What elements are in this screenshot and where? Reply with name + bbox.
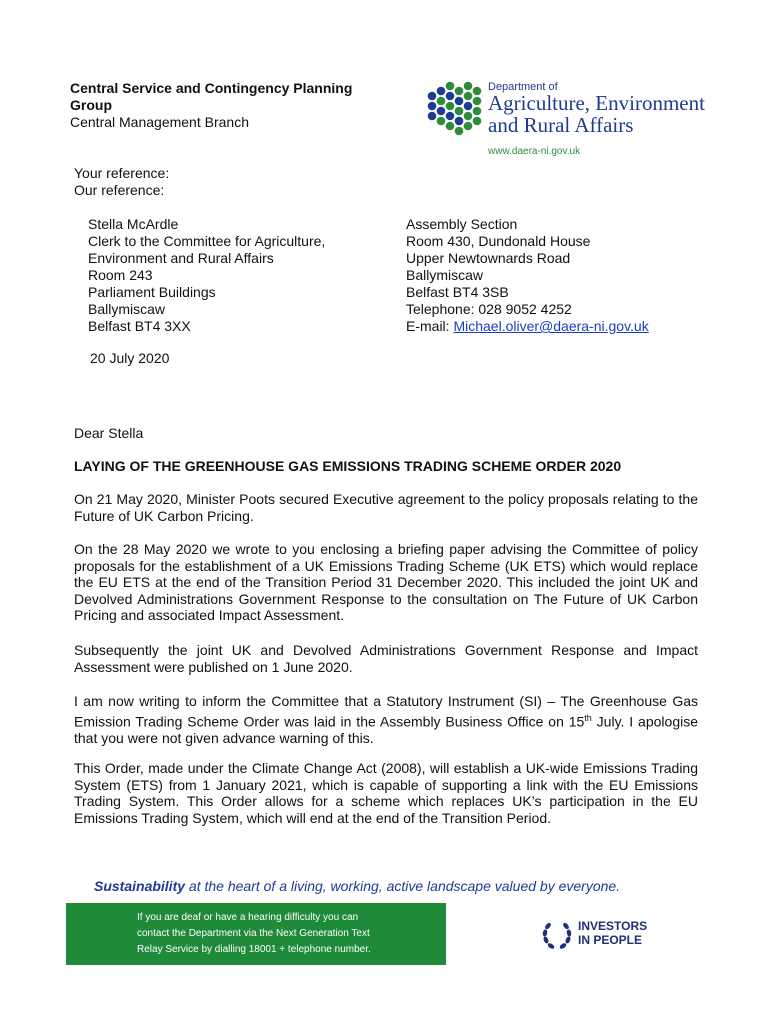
address-line: Belfast BT4 3SB [406,284,509,300]
logo-website: www.daera-ni.gov.uk [488,146,581,157]
references [74,165,169,199]
iip-line2: IN PEOPLE [578,933,643,947]
sustainability-tagline [94,878,620,894]
address-line: Room 243 [88,267,153,283]
relay-text [137,910,371,958]
address-line: Upper Newtownards Road [406,250,571,266]
logo-name-line1: Agriculture, Environment [488,91,705,115]
hexagon-cluster-icon [424,78,486,140]
branch-header [70,80,400,131]
paragraph-text-a: I am now writing to inform the Committee that a Statutory Instrument (SI) – The Greenhouse Gas Emission Trading Scheme Order was laid in the Assembly Business Office on 15 [74,693,698,730]
ordinal-suffix: th [584,712,592,723]
address-line: Assembly Section [406,216,518,232]
body-paragraph-2 [74,541,698,624]
address-line: Stella McArdle [88,216,179,232]
relay-line: contact the Department via the Next Generation Text [137,928,370,939]
body-paragraph-4 [74,693,698,746]
address-line: Ballymiscaw [88,301,166,317]
laurel-wreath-icon [540,918,574,952]
body-paragraph-5 [74,760,698,826]
address-line: Clerk to the Committee for Agriculture, [88,233,326,249]
our-reference: Our reference: [74,182,165,198]
address-line: Belfast BT4 3XX [88,318,191,334]
email-line [406,318,649,335]
branch-name: Central Management Branch [70,114,249,130]
email-link[interactable]: Michael.oliver@daera-ni.gov.uk [453,318,649,334]
body-paragraph-3 [74,642,698,675]
relay-line: Relay Service by dialling 18001 + telephone number. [137,944,371,955]
iip-line1: INVESTORS [578,919,648,933]
tagline-strong: Sustainability [94,878,186,894]
logo-name-line2: and Rural Affairs [488,113,634,137]
tagline-rest: at the heart of a living, working, active landscape valued by everyone. [185,878,621,894]
body-paragraph-1 [74,491,698,524]
email-label: E-mail: [406,318,454,334]
paragraph-text: Subsequently the joint UK and Devolved Administrations Government Response and Impact Assessment were published on 1 June 2020. [74,642,698,675]
iip-label [578,919,647,947]
address-line: Room 430, Dundonald House [406,233,591,249]
recipient-address [88,216,325,335]
paragraph-text [74,693,698,746]
group-name: Central Service and Contingency Planning Group [70,80,353,113]
subject-heading: LAYING OF THE GREENHOUSE GAS EMISSIONS TRADING SCHEME ORDER 2020 [74,458,622,474]
letter-date: 20 July 2020 [90,350,170,366]
address-line: Parliament Buildings [88,284,216,300]
address-line: Environment and Rural Affairs [88,250,274,266]
salutation: Dear Stella [74,425,144,441]
daera-logo [424,78,754,168]
address-line: Ballymiscaw [406,267,484,283]
sender-address [406,216,649,335]
paragraph-text: On the 28 May 2020 we wrote to you enclosing a briefing paper advising the Committee of policy proposals for the establishment of a UK Emissions Trading Scheme (UK ETS) which would replace the EU ETS at the end of the Transition Period 31 December 2020. This included the joint UK and Devolved Administrations Government Response to the consultation on The Future of UK Carbon Pricing and associated Impact Assessment. [74,541,698,624]
your-reference: Your reference: [74,165,170,181]
logo-name [488,92,705,136]
paragraph-text-b: July. I apologise that you were not given advance warning of this. [74,713,698,746]
paragraph-text: On 21 May 2020, Minister Poots secured Executive agreement to the policy proposals relating to the Future of UK Carbon Pricing. [74,491,698,524]
investors-in-people-logo [540,918,660,958]
logo-department-of: Department of [488,81,558,93]
paragraph-text: This Order, made under the Climate Change Act (2008), will establish a UK-wide Emissions Trading System (ETS) from 1 January 2021, which is capable of supporting a link with the EU Emissions Trading System. This Order allows for a scheme which replaces UK’s participation in the EU Emissions Trading System, which will end at the end of the Transition Period. [74,760,698,826]
text-relay-notice [66,903,446,965]
relay-line: If you are deaf or have a hearing difficulty you can [137,912,359,923]
address-line: Telephone: 028 9052 4252 [406,301,572,317]
